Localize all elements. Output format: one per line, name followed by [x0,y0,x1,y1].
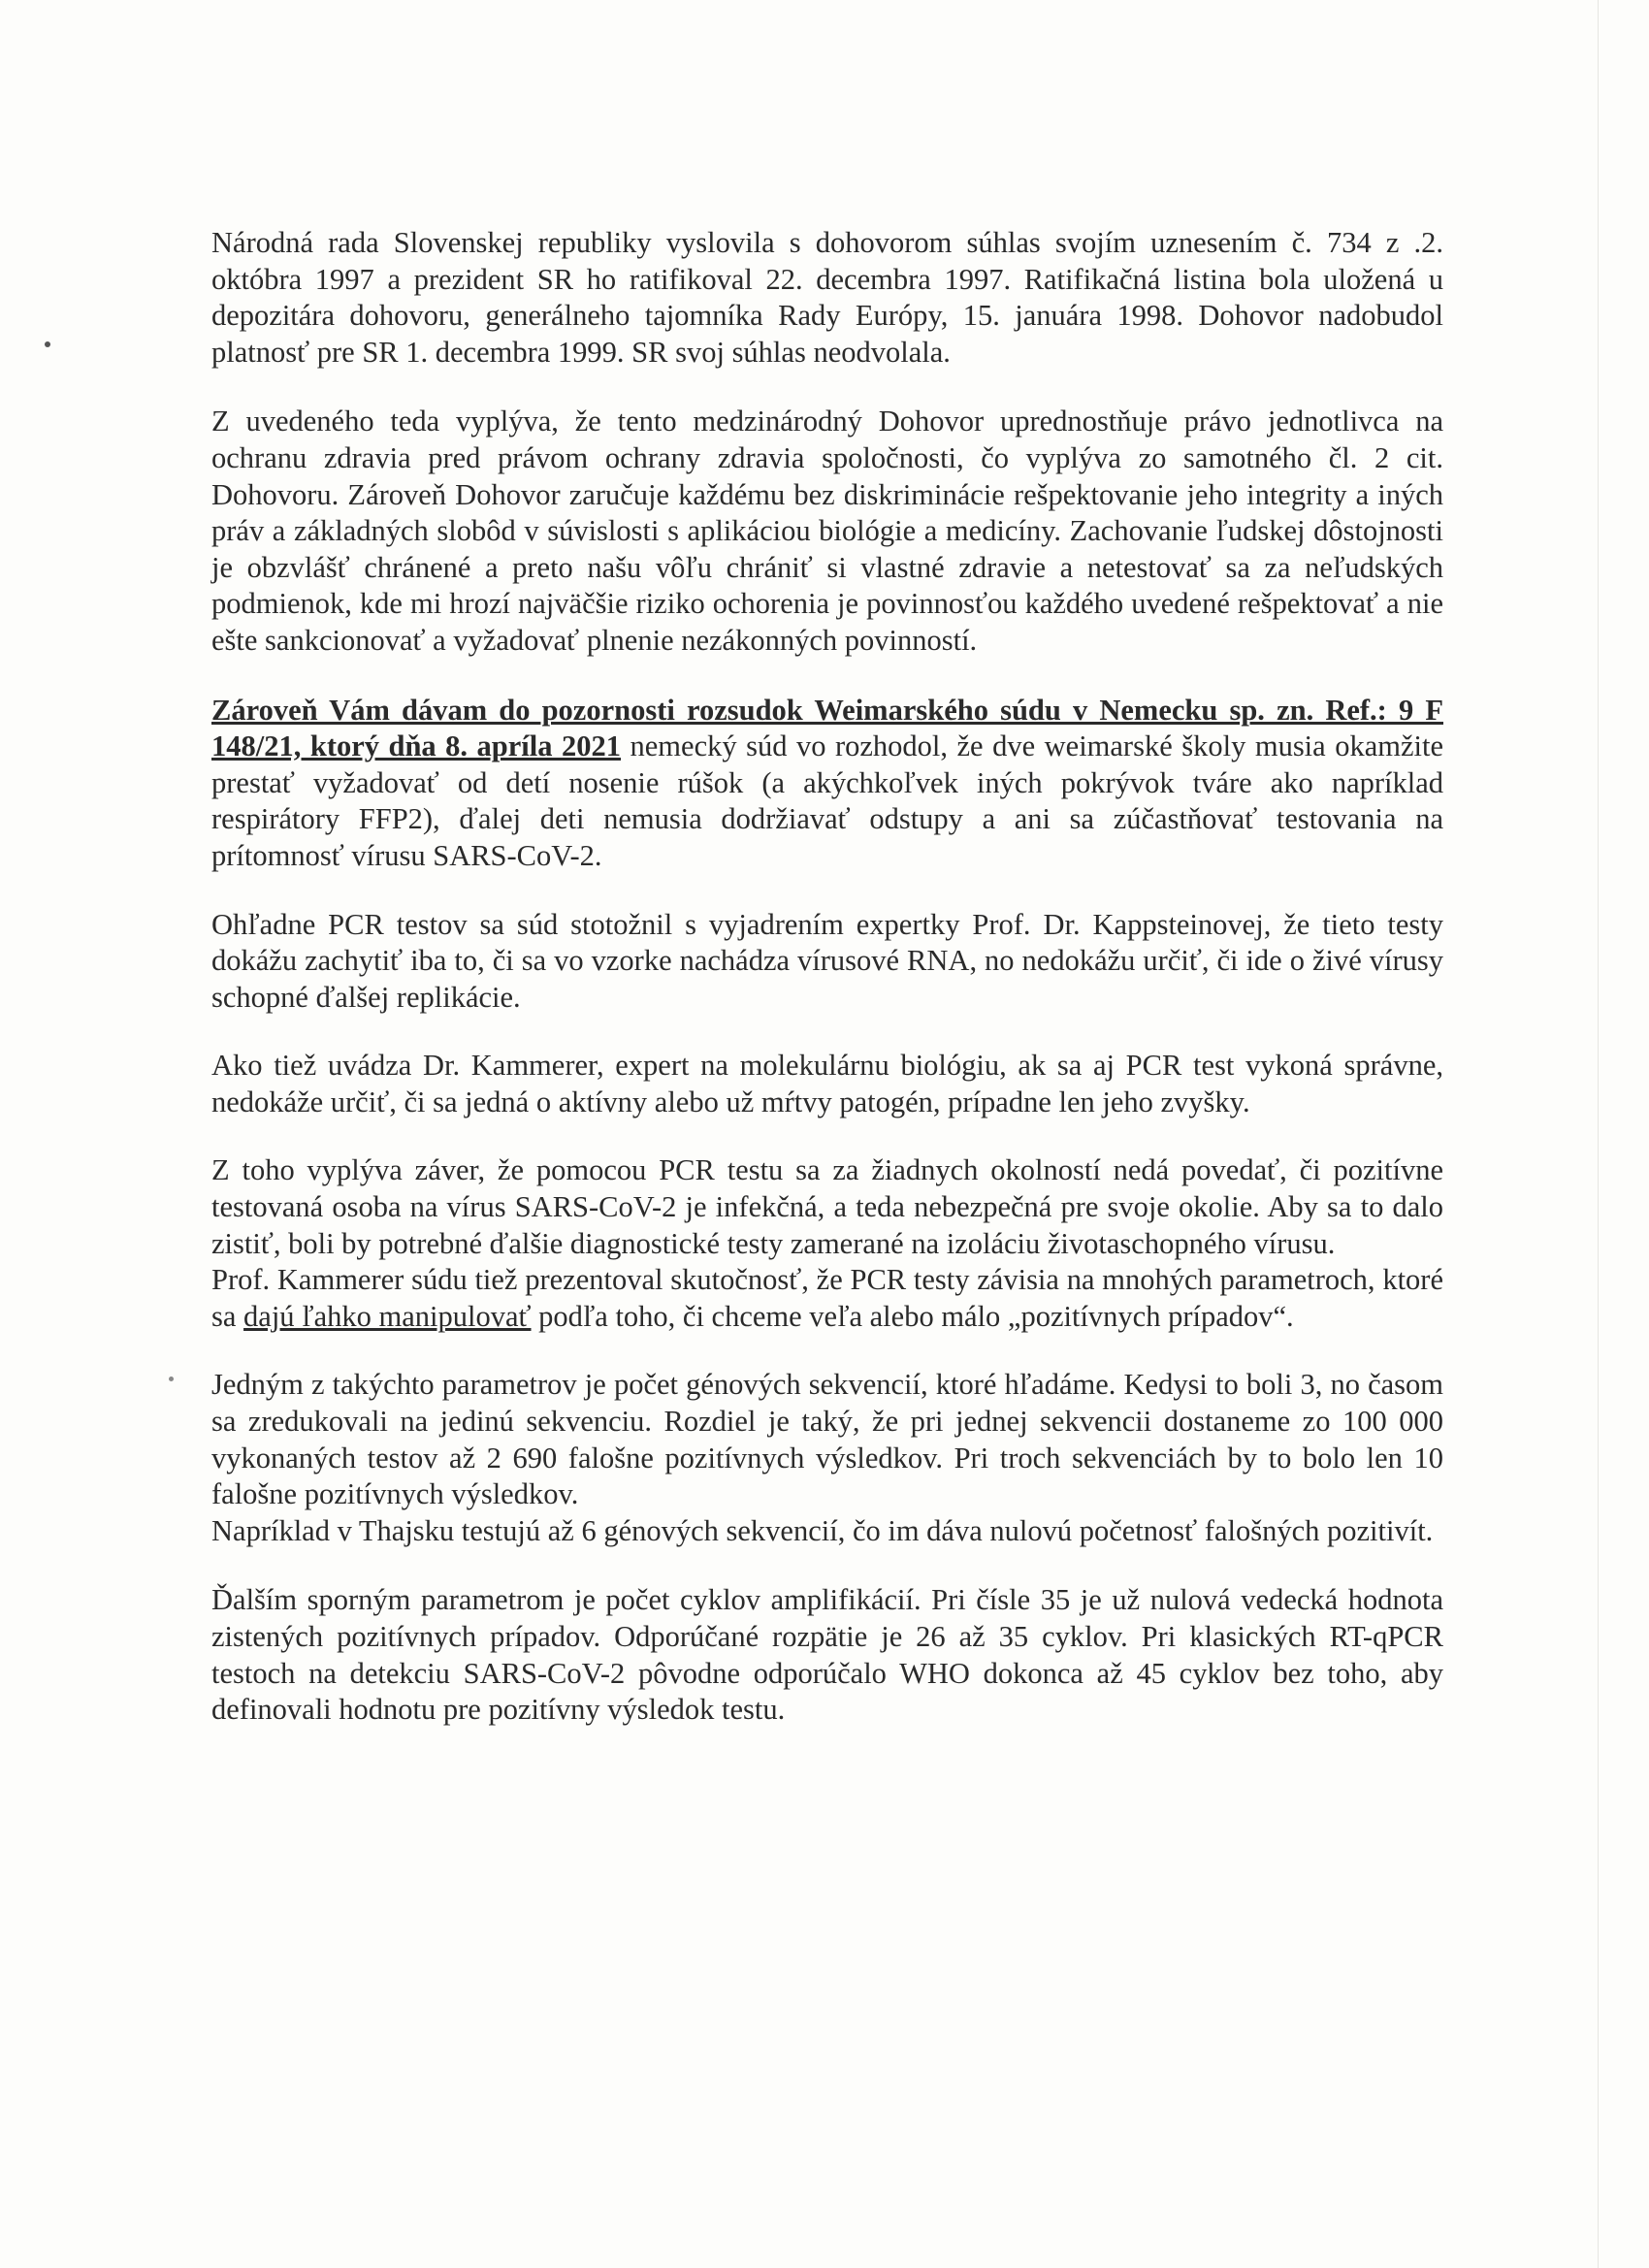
paragraph-ratification: Národná rada Slovenskej republiky vyslovila s dohovorom súhlas svojím uznesením č. 734 z .2. októbra 1997 a prezident SR ho ratifikoval 22. decembra 1997. Ratifikačná listina bola uložená u depozitára dohovoru, generálneho tajomníka Rady Európy, 15. januára 1998. Dohovor nadobudol platnosť pre SR 1. decembra 1999. SR svoj súhlas neodvolala. [211,226,1443,369]
underlined-phrase: dajú ľahko manipulovať [243,1299,532,1333]
paragraph-weimar-ruling [211,693,1443,875]
paragraph-kammerer: Ako tiež uvádza Dr. Kammerer, expert na molekulárnu biológiu, ak sa aj PCR test vykoná správne, nedokáže určiť, či sa jedná o aktívny alebo už mŕtvy patogén, prípadne len jeho zvyšky. [211,1049,1443,1118]
paragraph-conclusion: Z toho vyplýva záver, že pomocou PCR testu sa za žiadnych okolností nedá povedať, či pozitívne testovaná osoba na vírus SARS-CoV-2 je infekčná, a teda nebezpečná pre svoje okolie. Aby sa to dalo zistiť, boli by potrebné ďalšie diagnostické testy zamerané na izoláciu životaschopného vírusu. [211,1153,1443,1260]
paragraph-convention-priority: Z uvedeného teda vyplýva, že tento medzinárodný Dohovor uprednostňuje právo jednotlivca na ochranu zdravia pred právom ochrany zdravia spoločnosti, čo vyplýva zo samotného čl. 2 cit. Dohovoru. Zároveň Dohovor zaručuje každému bez diskriminácie rešpektovanie jeho integrity a iných práv a základných slobôd v súvislosti s aplikáciou biológie a medicíny. Zachovanie ľudskej dôstojnosti je obzvlášť chránené a preto našu vôľu chrániť si vlastné zdravie a netestovať sa za neľudských podmienok, kde mi hrozí najväčšie riziko ochorenia je povinnosťou každého uvedené rešpektovať a nie ešte sankcionovať a vyžadovať plnenie nezákonných povinností. [211,405,1443,657]
paragraph-thailand: Napríklad v Thajsku testujú až 6 génových sekvencií, čo im dáva nulovú početnosť falošných pozitivít. [211,1513,1434,1547]
parameters-text-end: podľa toho, či chceme veľa alebo málo „pozitívnych prípadov“. [531,1299,1294,1333]
parameters-text-start: Prof. Kammerer súdu tiež prezentoval skutočnosť, že PCR testy závisia na mnohých parametroch, ktoré sa [211,1263,1443,1333]
paragraph-pcr-expert: Ohľadne PCR testov sa súd stotožnil s vyjadrením expertky Prof. Dr. Kappsteinovej, že tieto testy dokážu zachytiť iba to, či sa vo vzorke nachádza vírusové RNA, no nedokážu určiť, či ide o živé vírusy schopné ďalšej replikácie. [211,907,1443,1014]
document-body [211,225,1443,1729]
scan-speck [45,341,50,347]
paragraph-amplification-cycles: Ďalším sporným parametrom je počet cyklov amplifikácií. Pri čísle 35 je už nulová vedecká hodnota zistených pozitívnych prípadov. Odporúčané rozpätie je 26 až 35 cyklov. Pri klasických RT-qPCR testoch na detekciu SARS-CoV-2 pôvodne odporúčalo WHO dokonca až 45 cyklov bez toho, aby definovali hodnotu pre pozitívny výsledok testu. [211,1583,1443,1727]
paragraph-gene-sequences: Jedným z takýchto parametrov je počet génových sekvencií, ktoré hľadáme. Kedysi to boli 3, no časom sa zredukovali na jedinú sekvenciu. Rozdiel je taký, že pri jednej sekvencii dostaneme zo 100 000 vykonaných testov až 2 690 falošne pozitívnych výsledkov. Pri troch sekvenciách by to bolo len 10 falošne pozitívnych výsledkov. [211,1368,1443,1511]
ruling-text: nemecký súd vo rozhodol, že dve weimarské školy musia okamžite prestať vyžadovať od detí nosenie rúšok (a akýchkoľvek iných pokrývok tváre ako napríklad respirátory FFP2), ďalej deti nemusia dodržiavať odstupy a ani sa zúčastňovať testovania na prítomnosť vírusu SARS-CoV-2. [211,729,1443,872]
court-reference: Zároveň Vám dávam do pozornosti rozsudok Weimarského súdu v Nemecku sp. zn. Ref.: 9 F 148/21, ktorý dňa 8. apríla 2021 [211,693,1443,763]
scan-speck [169,1377,174,1381]
paragraph-parameters [211,1262,1443,1335]
scan-edge [1598,0,1599,2268]
